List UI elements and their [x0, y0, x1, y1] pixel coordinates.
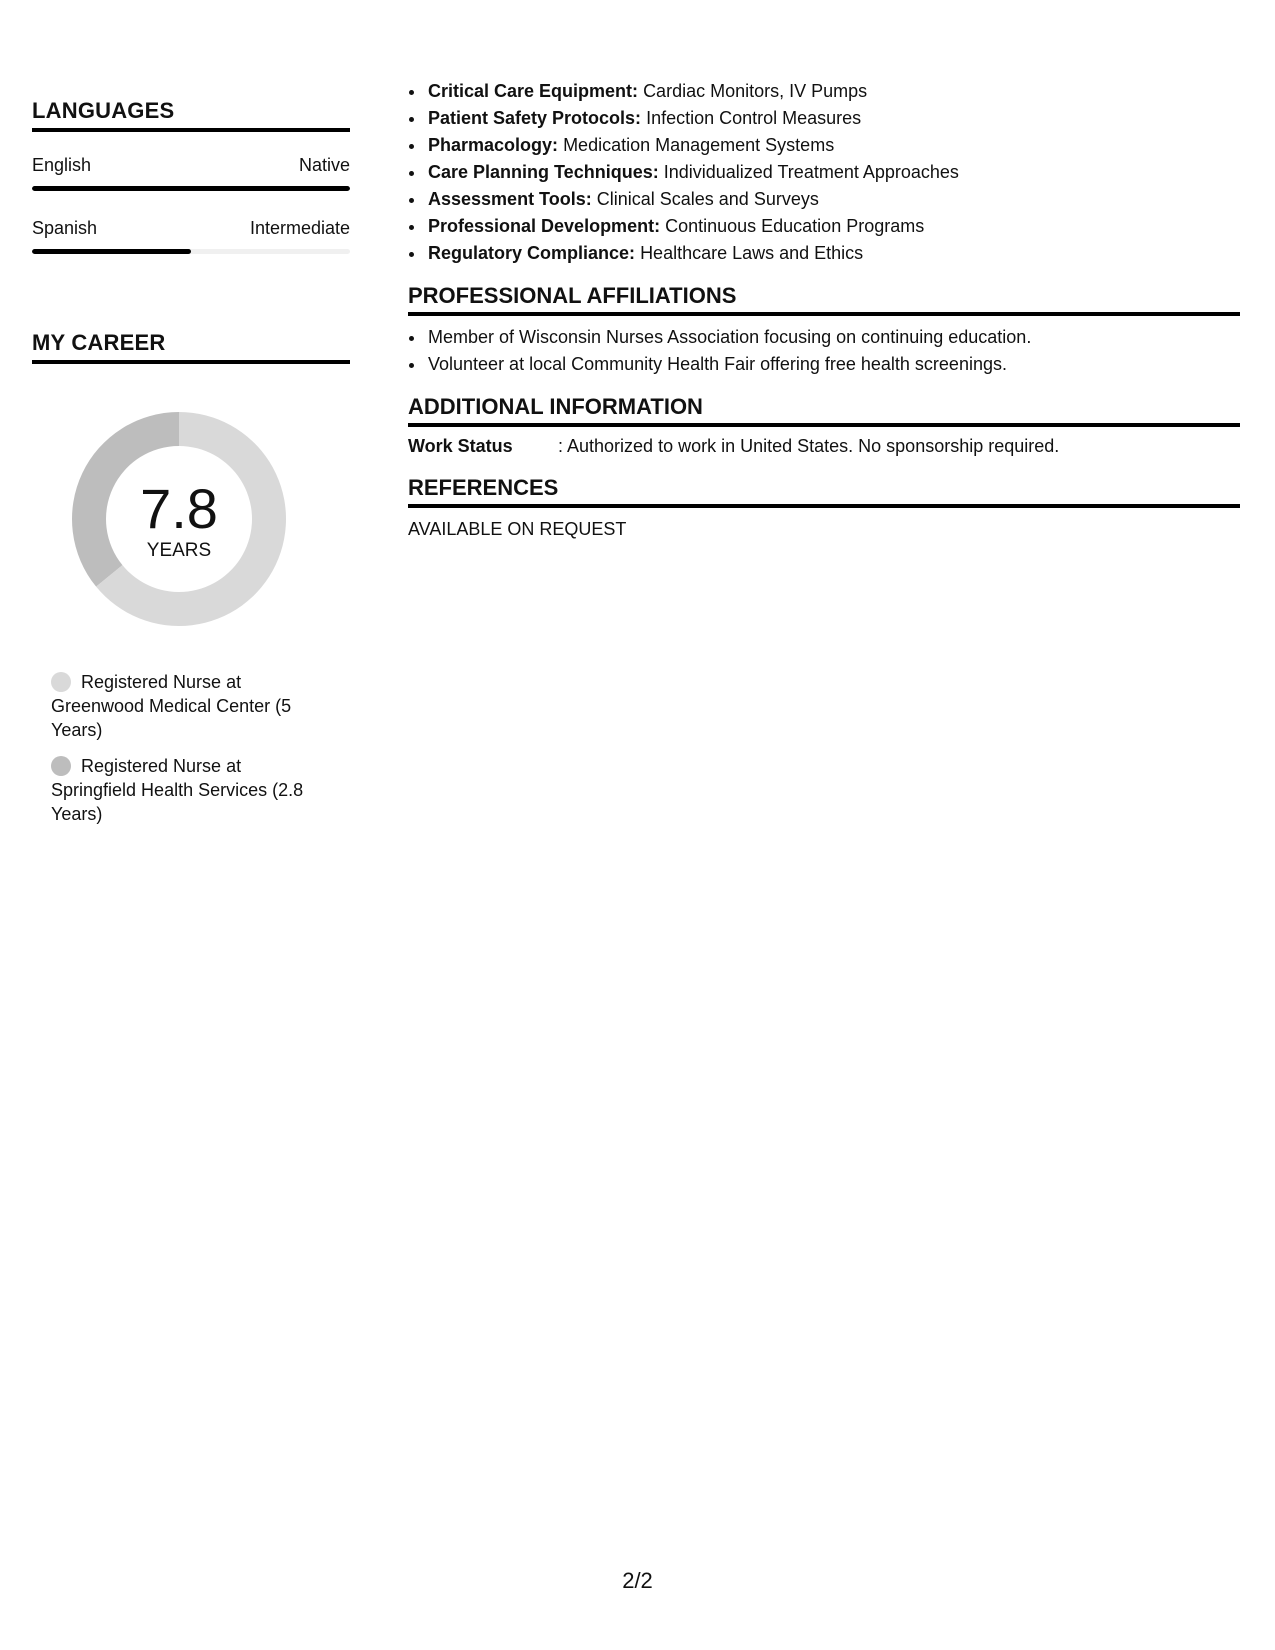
language-level: Intermediate — [249, 218, 350, 238]
right-column — [408, 78, 1240, 542]
skill-name: Regulatory Compliance: — [428, 243, 636, 263]
affiliations-section — [408, 283, 1240, 378]
career-years-unit: YEARS — [146, 540, 212, 561]
language-proficiency-bar — [32, 249, 350, 254]
skill-item — [426, 78, 1240, 105]
language-name: Spanish — [32, 218, 98, 238]
additional-info-heading: ADDITIONAL INFORMATION — [408, 394, 1240, 427]
languages-heading: LANGUAGES — [32, 98, 350, 132]
work-status-value: : Authorized to work in United States. No sponsorship required. — [558, 436, 1060, 456]
page-number: 2/2 — [622, 1568, 653, 1593]
skill-item — [426, 159, 1240, 186]
language-level: Native — [298, 155, 350, 175]
skill-detail: Clinical Scales and Surveys — [596, 189, 819, 209]
references-section — [408, 475, 1240, 542]
skill-detail: Cardiac Monitors, IV Pumps — [643, 81, 868, 101]
skill-name: Patient Safety Protocols: — [428, 108, 642, 128]
skill-detail: Healthcare Laws and Ethics — [640, 243, 864, 263]
skill-name: Pharmacology: — [428, 135, 559, 155]
language-item-spanish — [32, 217, 350, 254]
skill-name: Professional Development: — [428, 216, 661, 236]
affiliations-heading: PROFESSIONAL AFFILIATIONS — [408, 283, 1240, 316]
career-heading: MY CAREER — [32, 330, 350, 364]
skill-detail: Medication Management Systems — [563, 135, 835, 155]
language-item-english — [32, 154, 350, 191]
career-legend — [51, 670, 331, 826]
career-legend-item — [51, 670, 331, 742]
skills-list — [408, 78, 1240, 267]
skill-item — [426, 105, 1240, 132]
skill-detail: Individualized Treatment Approaches — [663, 162, 959, 182]
skill-item — [426, 240, 1240, 267]
legend-dot-icon — [51, 672, 71, 692]
career-entry-label: Registered Nurse at Springfield Health Services (2.8 Years) — [51, 756, 304, 824]
skill-item — [426, 186, 1240, 213]
skill-detail: Continuous Education Programs — [665, 216, 925, 236]
languages-section — [32, 98, 350, 254]
affiliation-item: • Member of Wisconsin Nurses Association focusing on continuing education. — [426, 324, 1240, 351]
skill-name: Critical Care Equipment: — [428, 81, 639, 101]
affiliation-item: • Volunteer at local Community Health Fair offering free health screenings. — [426, 351, 1240, 378]
legend-dot-icon — [51, 756, 71, 776]
career-section — [32, 330, 350, 826]
work-status-label: Work Status — [408, 436, 513, 456]
language-proficiency-bar — [32, 186, 350, 191]
donut-center — [64, 404, 294, 634]
skill-item — [426, 213, 1240, 240]
language-name: English — [32, 155, 92, 175]
career-legend-item — [51, 754, 331, 826]
left-column — [32, 98, 350, 838]
career-donut-chart — [64, 404, 294, 634]
skill-name: Assessment Tools: — [428, 189, 592, 209]
work-status-row — [408, 433, 1240, 459]
additional-info-section — [408, 394, 1240, 459]
references-heading: REFERENCES — [408, 475, 1240, 508]
skill-item — [426, 132, 1240, 159]
language-proficiency-fill — [32, 249, 191, 254]
skill-detail: Infection Control Measures — [646, 108, 862, 128]
skill-name: Care Planning Techniques: — [428, 162, 659, 182]
references-text: AVAILABLE ON REQUEST — [408, 519, 627, 539]
career-total-years: 7.8 — [140, 477, 218, 540]
language-proficiency-fill — [32, 186, 350, 191]
affiliations-list — [408, 324, 1240, 378]
career-entry-label: Registered Nurse at Greenwood Medical Center (5 Years) — [51, 672, 292, 740]
language-list — [32, 154, 350, 254]
